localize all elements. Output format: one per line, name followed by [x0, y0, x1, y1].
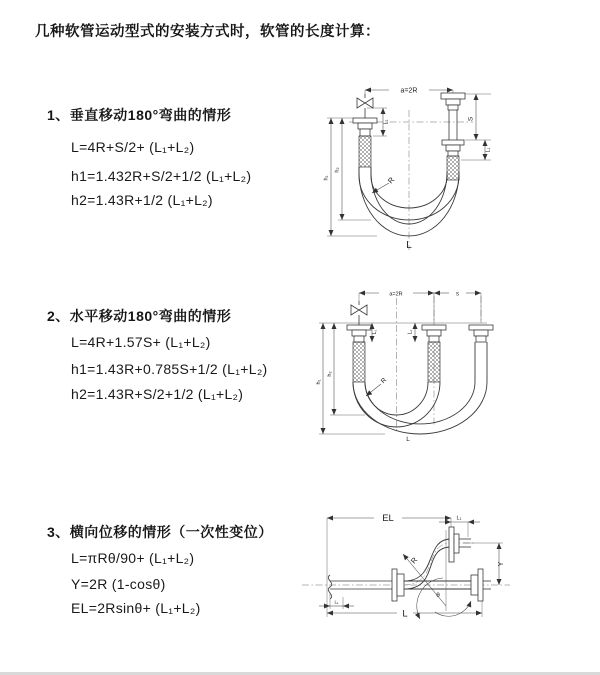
braided-hose-section — [359, 136, 371, 167]
dim-label-l1-left: L₁ — [383, 119, 390, 125]
dim-label-el: EL — [382, 513, 394, 524]
dim-label-l1-bottom: L₁ — [334, 599, 339, 605]
diagram-vertical-180-bend — [315, 72, 590, 258]
dim-label-h1: h₁ — [316, 379, 322, 385]
braided-hose-section — [447, 156, 459, 180]
left-pipe-assembly — [353, 94, 377, 167]
section3-formula-Y: Y=2R (1-cosθ) — [71, 576, 166, 592]
page-title: 几种软管运动型式的安装方式时，软管的长度计算： — [35, 24, 380, 40]
braided-hose-section — [428, 342, 440, 382]
dim-label-s: s — [456, 291, 459, 298]
middle-pipe-assembly — [422, 325, 446, 382]
dim-label-l1-right: L₁ — [485, 147, 492, 153]
hose-u-bends — [353, 342, 487, 434]
radius-label: R — [385, 175, 397, 186]
diagram-horizontal-180-bend — [315, 282, 595, 460]
dim-label-s: S — [467, 116, 475, 122]
section1-formula-h2: h2=1.43R+1/2 (L₁+L₂) — [71, 192, 213, 208]
section2-formula-L: L=4R+1.57S+ (L₁+L₂) — [71, 334, 211, 350]
braided-hose-section — [353, 342, 365, 382]
dim-label-l1-a: L₁ — [372, 329, 378, 335]
section2-heading: 2、水平移动180°弯曲的情形 — [47, 308, 232, 324]
valve-icon — [351, 305, 359, 315]
dim-label-y: Y — [498, 561, 505, 567]
left-pipe-assembly — [347, 301, 371, 382]
right-pipe-assembly — [441, 93, 465, 180]
upper-pipe-assembly — [449, 527, 471, 562]
dim-label-l1-top: L₁ — [456, 515, 462, 522]
section3-heading: 3、横向位移的情形（一次性变位） — [47, 524, 273, 540]
theta-construction — [403, 530, 471, 619]
section3-formula-EL: EL=2Rsinθ+ (L₁+L₂) — [71, 600, 201, 616]
diagram-lateral-displacement — [300, 498, 595, 660]
valve-icon — [357, 98, 365, 108]
section2-formula-h2: h2=1.43R+S/2+1/2 (L₁+L₂) — [71, 386, 244, 402]
dim-label-h2: h₂ — [334, 167, 341, 173]
right-pipe-assembly — [469, 325, 493, 342]
length-label: L — [406, 240, 412, 251]
dimensions — [316, 292, 481, 444]
dim-label-l: L — [402, 608, 408, 620]
section3-formula-L: L=πRθ/90+ (L₁+L₂) — [71, 550, 195, 566]
section1-formula-h1: h1=1.432R+S/2+1/2 (L₁+L₂) — [71, 168, 252, 184]
angle-label: θ — [436, 592, 440, 599]
length-label: L — [406, 436, 410, 443]
section1-heading: 1、垂直移动180°弯曲的情形 — [47, 107, 232, 123]
dim-label-l1-b: L₁ — [407, 329, 414, 335]
dim-label-a2r: a=2R — [389, 291, 403, 298]
dimensions — [319, 513, 505, 620]
dim-label-h1: h₁ — [323, 175, 330, 181]
dimensions — [324, 88, 492, 252]
section2-formula-h1: h1=1.43R+0.785S+1/2 (L₁+L₂) — [71, 361, 268, 377]
radius-label: R — [379, 376, 389, 386]
section1-formula-L: L=4R+S/2+ (L₁+L₂) — [71, 139, 195, 155]
dim-label-a2r: a=2R — [400, 87, 418, 95]
dim-label-h2: h₂ — [327, 371, 333, 377]
radius-label: R — [408, 555, 420, 566]
